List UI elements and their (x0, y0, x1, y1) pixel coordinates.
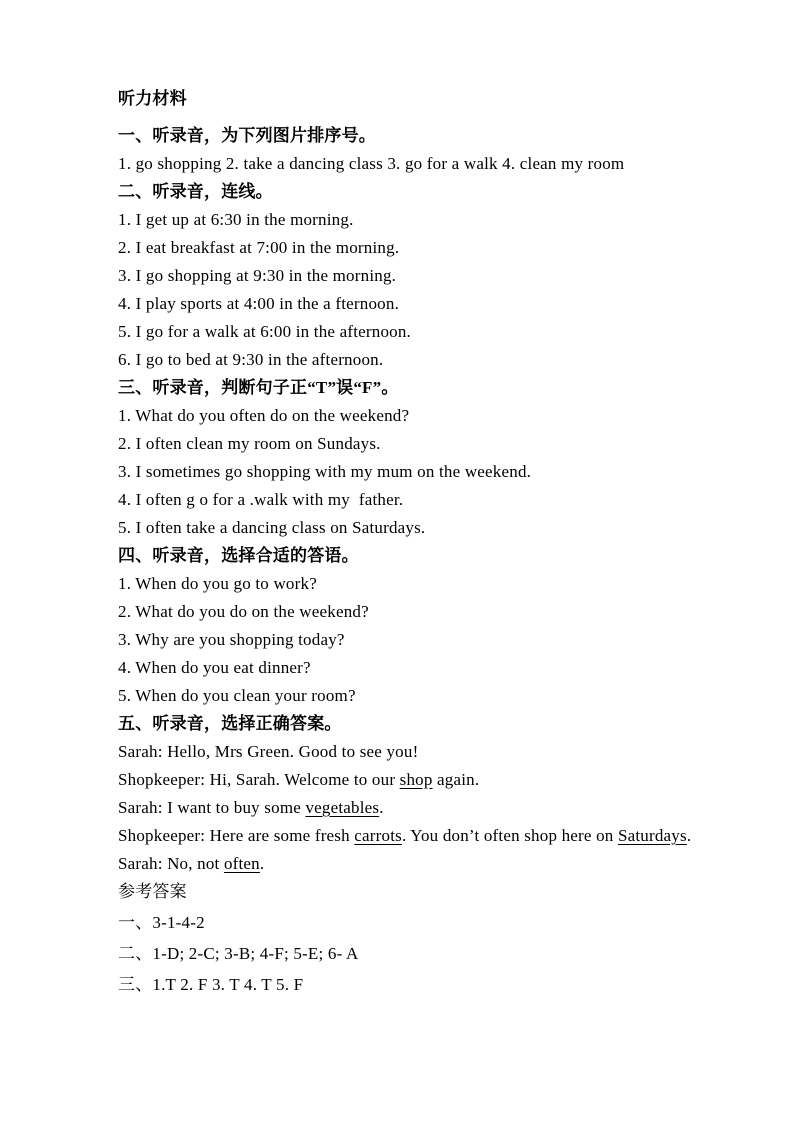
dialogue-underlined-text: carrots (354, 826, 402, 845)
answers-line: 三、1.T 2. F 3. T 4. T 5. F (118, 975, 304, 994)
section-3-line: 1. What do you often do on the weekend? (118, 406, 410, 425)
dialogue-text: Shopkeeper: Hi, Sarah. Welcome to our (118, 770, 400, 789)
dialogue-underlined-text: shop (399, 770, 433, 789)
section-3-line: 4. I often g o for a .walk with my father. (118, 490, 404, 509)
section-1-heading: 一、听录音，为下列图片排序号。 (118, 126, 376, 145)
section-4-heading: 四、听录音，选择合适的答语。 (118, 546, 359, 565)
section-4-line: 2. What do you do on the weekend? (118, 602, 369, 621)
dialogue-text: Shopkeeper: Here are some fresh (118, 826, 355, 845)
dialogue-text: again. (432, 770, 480, 789)
dialogue-text: Sarah: I want to buy some (118, 798, 306, 817)
dialogue-line (118, 771, 758, 788)
section-2-heading: 二、听录音，连线。 (118, 182, 273, 201)
section-2-line: 5. I go for a walk at 6:00 in the afternoon. (118, 322, 411, 341)
dialogue-line (118, 799, 758, 816)
dialogue-text: . (259, 854, 265, 873)
dialogue-line (118, 855, 758, 872)
section-4-line: 5. When do you clean your room? (118, 686, 356, 705)
page-title: 听力材料 (118, 89, 187, 108)
document-content (118, 90, 758, 1007)
dialogue-underlined-text: Saturdays (617, 826, 687, 845)
answers-heading: 参考答案 (118, 882, 187, 901)
section-2-line: 3. I go shopping at 9:30 in the morning. (118, 266, 397, 285)
dialogue-line (118, 827, 758, 844)
section-3-heading: 三、听录音，判断句子正“T”误“F”。 (118, 378, 399, 397)
dialogue-underlined-text: often (223, 854, 260, 873)
answers-line: 一、3-1-4-2 (118, 913, 205, 932)
section-3-line: 2. I often clean my room on Sundays. (118, 434, 381, 453)
section-2-line: 4. I play sports at 4:00 in the a fternoon. (118, 294, 400, 313)
section-3-line: 5. I often take a dancing class on Saturdays. (118, 518, 426, 537)
dialogue-text: . (686, 826, 692, 845)
section-3-line: 3. I sometimes go shopping with my mum on the weekend. (118, 462, 532, 481)
dialogue-text: Sarah: Hello, Mrs Green. Good to see you! (118, 742, 419, 761)
section-4-line: 4. When do you eat dinner? (118, 658, 311, 677)
section-4-line: 1. When do you go to work? (118, 574, 317, 593)
dialogue-text: Sarah: No, not (118, 854, 224, 873)
answers-line: 二、1-D; 2-C; 3-B; 4-F; 5-E; 6- A (118, 944, 359, 963)
section-2-line: 2. I eat breakfast at 7:00 in the morning. (118, 238, 400, 257)
dialogue-text: . You don’t often shop here on (401, 826, 618, 845)
dialogue-line (118, 743, 758, 760)
section-4-line: 3. Why are you shopping today? (118, 630, 345, 649)
section-1-line: 1. go shopping 2. take a dancing class 3. go for a walk 4. clean my room (118, 154, 625, 173)
section-2-line: 6. I go to bed at 9:30 in the afternoon. (118, 350, 384, 369)
section-2-line: 1. I get up at 6:30 in the morning. (118, 210, 354, 229)
dialogue-text: . (379, 798, 384, 817)
section-5-heading: 五、听录音，选择正确答案。 (118, 714, 342, 733)
dialogue-underlined-text: vegetables (305, 798, 380, 817)
